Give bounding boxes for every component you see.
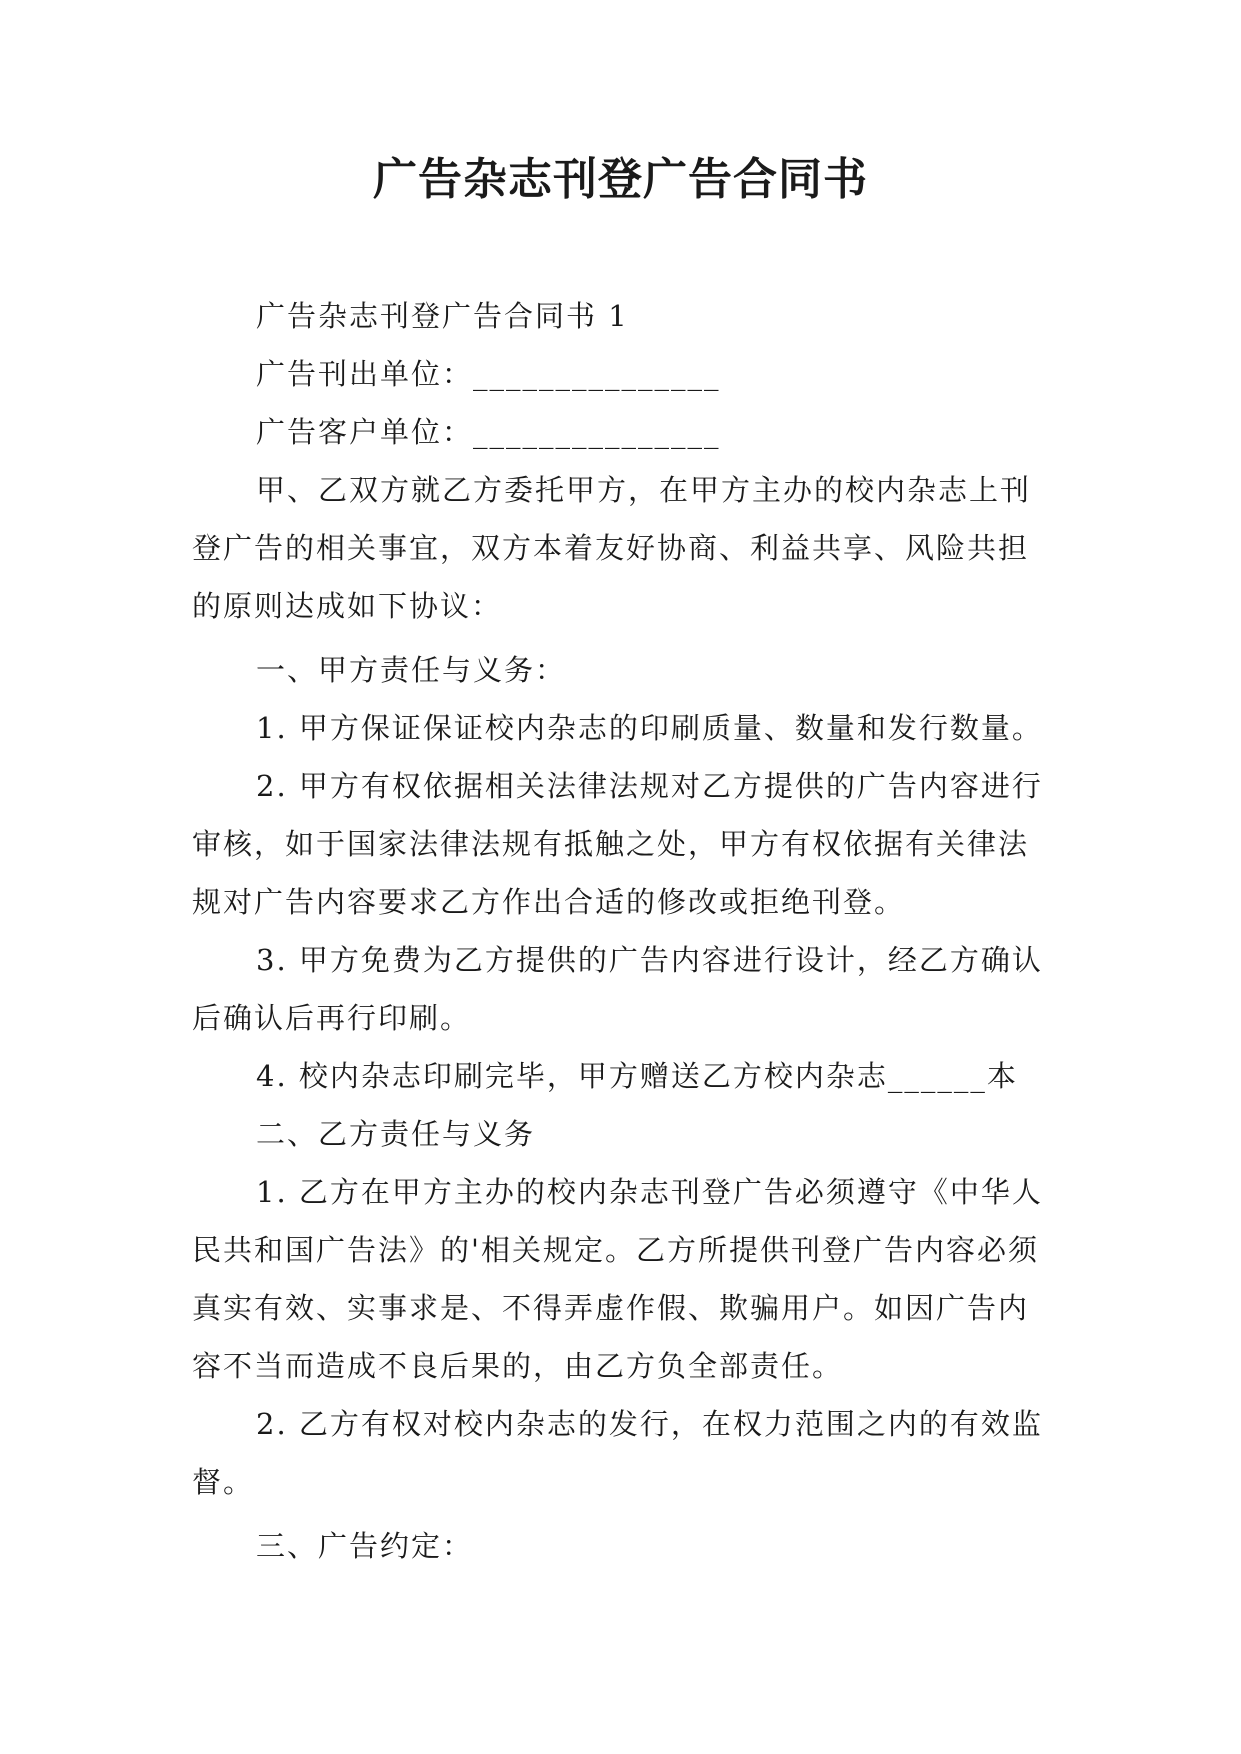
publisher-unit-line: 广告刊出单位：_______________ xyxy=(256,357,721,391)
clause-b-1: 1. 乙方在甲方主办的校内杂志刊登广告必须遵守《中华人民共和国广告法》的'相关规定。乙方所提供刊登广告内容必须真实有效、实事求是、不得弄虚作假、欺骗用户。如因广告内容不当而造成不良后果的，由乙方负全部责任。 xyxy=(192,1175,1043,1383)
section-heading-party-b: 二、乙方责任与义务 xyxy=(256,1117,536,1151)
document-body xyxy=(192,287,1052,1575)
clause-a-4: 4. 校内杂志印刷完毕，甲方赠送乙方校内杂志______本 xyxy=(256,1059,1018,1093)
document-title: 广告杂志刊登广告合同书 xyxy=(373,154,868,205)
section-heading-party-a: 一、甲方责任与义务： xyxy=(256,653,567,687)
preamble-paragraph: 甲、乙双方就乙方委托甲方，在甲方主办的校内杂志上刊登广告的相关事宜，双方本着友好协商、利益共享、风险共担的原则达成如下协议： xyxy=(192,473,1032,623)
clause-a-3: 3. 甲方免费为乙方提供的广告内容进行设计，经乙方确认后确认后再行印刷。 xyxy=(192,943,1043,1035)
clause-a-2: 2. 甲方有权依据相关法律法规对乙方提供的广告内容进行审核，如于国家法律法规有抵触之处，甲方有权依据有关律法规对广告内容要求乙方作出合适的修改或拒绝刊登。 xyxy=(192,769,1043,919)
clause-b-2: 2. 乙方有权对校内杂志的发行，在权力范围之内的有效监督。 xyxy=(192,1407,1043,1499)
contract-subtitle: 广告杂志刊登广告合同书 1 xyxy=(256,299,629,333)
clause-a-1: 1. 甲方保证保证校内杂志的印刷质量、数量和发行数量。 xyxy=(256,711,1043,745)
client-unit-line: 广告客户单位：_______________ xyxy=(256,415,721,449)
section-heading-ad-terms: 三、广告约定： xyxy=(256,1529,474,1563)
